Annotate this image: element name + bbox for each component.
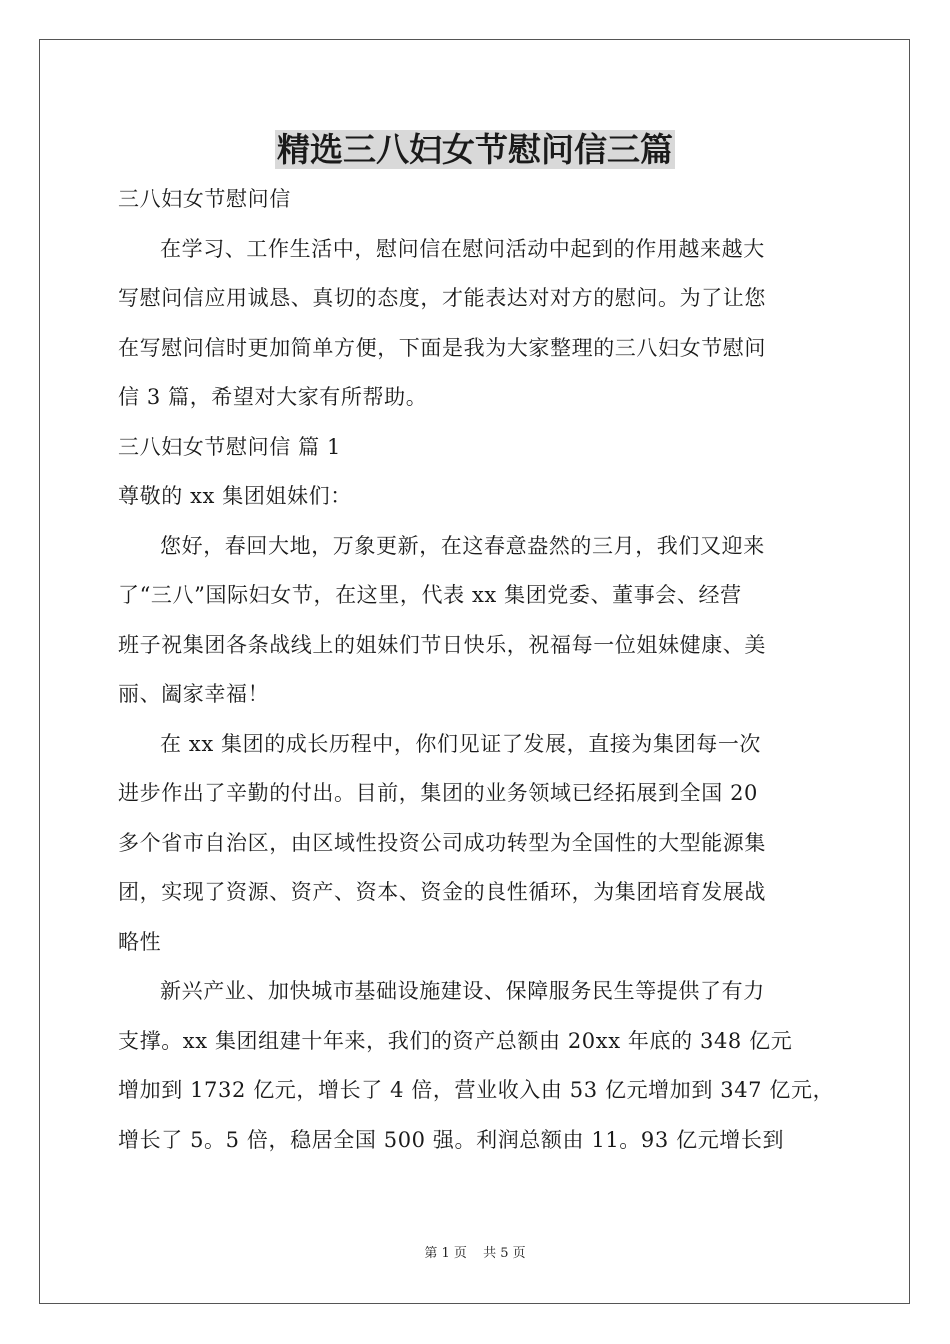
document-body xyxy=(118,175,838,1165)
document-title-text: 精选三八妇女节慰问信三篇 xyxy=(277,130,673,169)
body-line: 多个省市自治区，由区域性投资公司成功转型为全国性的大型能源集 xyxy=(118,830,766,855)
page-footer xyxy=(0,1245,950,1263)
body-line: 团，实现了资源、资产、资本、资金的良性循环，为集团培育发展战 xyxy=(118,880,766,904)
body-line: 在 xx 集团的成长历程中，你们见证了发展，直接为集团每一次 xyxy=(160,731,762,756)
salutation: 尊敬的 xx 集团姐妹们： xyxy=(118,484,352,508)
body-line: 增加到 1732 亿元，增长了 4 倍，营业收入由 53 亿元增加到 347 亿元， xyxy=(118,1078,835,1102)
body-line: 了“三八”国际妇女节，在这里，代表 xx 集团党委、董事会、经营 xyxy=(118,583,742,607)
body-line: 三八妇女节慰问信 xyxy=(118,187,291,211)
body-line: 新兴产业、加快城市基础设施建设、保障服务民生等提供了有力 xyxy=(160,979,765,1003)
body-line: 在写慰问信时更加简单方便，下面是我为大家整理的三八妇女节慰问 xyxy=(118,335,766,360)
section-heading: 三八妇女节慰问信 篇 1 xyxy=(118,434,341,459)
page-number-total: 共 5 页 xyxy=(483,1246,526,1261)
body-line: 班子祝集团各条战线上的姐妹们节日快乐，祝福每一位姐妹健康、美 xyxy=(118,632,766,657)
body-line: 略性 xyxy=(118,929,162,954)
body-line: 增长了 5。5 倍，稳居全国 500 强。利润总额由 11。93 亿元增长到 xyxy=(118,1127,785,1152)
body-line: 在学习、工作生活中，慰问信在慰问活动中起到的作用越来越大 xyxy=(160,236,765,261)
body-line: 信 3 篇，希望对大家有所帮助。 xyxy=(118,385,428,409)
body-line: 您好，春回大地，万象更新，在这春意盎然的三月，我们又迎来 xyxy=(160,533,765,558)
document-title xyxy=(0,128,950,172)
body-line: 进步作出了辛勤的付出。目前，集团的业务领域已经拓展到全国 20 xyxy=(118,781,758,805)
body-line: 丽、阖家幸福！ xyxy=(118,682,270,706)
page-number-current: 第 1 页 xyxy=(424,1246,467,1261)
body-line: 写慰问信应用诚恳、真切的态度，才能表达对对方的慰问。为了让您 xyxy=(118,286,766,310)
body-line: 支撑。xx 集团组建十年来，我们的资产总额由 20xx 年底的 348 亿元 xyxy=(118,1028,793,1053)
